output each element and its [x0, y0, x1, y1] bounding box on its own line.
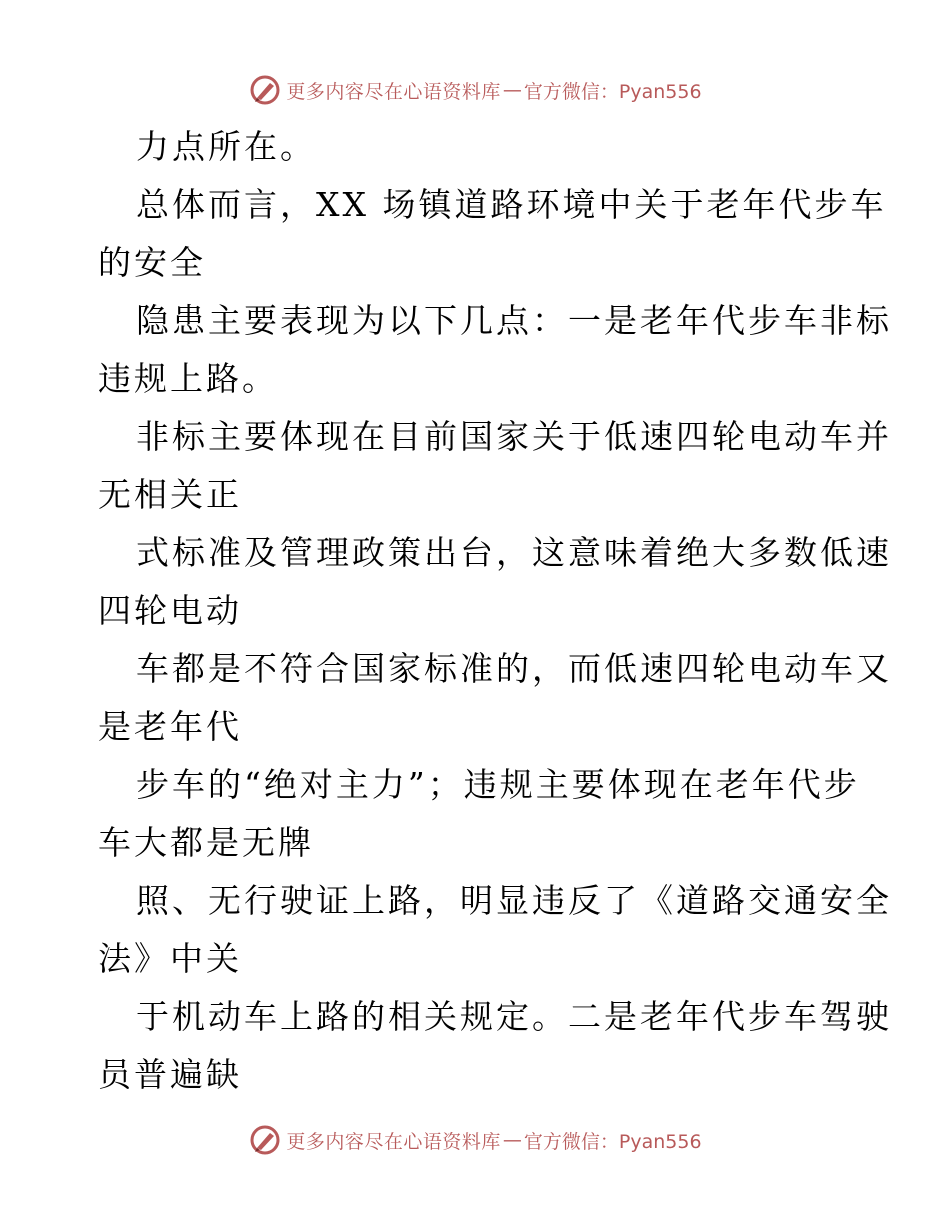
- text-line: 式标准及管理政策出台，这意味着绝大多数低速: [136, 533, 892, 572]
- banner-site-text: 更多内容尽在心语资料库: [286, 80, 501, 103]
- text-line: 员普遍缺: [98, 1055, 242, 1094]
- banner-dash: —: [502, 79, 522, 101]
- text-line: 隐患主要表现为以下几点：一是老年代步车非标: [136, 301, 892, 340]
- text-line: 是老年代: [98, 707, 242, 746]
- text-line: 于机动车上路的相关规定。二是老年代步车驾驶: [136, 997, 892, 1036]
- text-line: 力点所在。: [136, 127, 316, 166]
- banner-dash: —: [502, 1129, 522, 1151]
- text-line: 非标主要体现在目前国家关于低速四轮电动车并: [136, 417, 892, 456]
- text-line: 总体而言，XX 场镇道路环境中关于老年代步车: [136, 185, 887, 224]
- text-line: 违规上路。: [98, 359, 278, 398]
- banner-wechat-text: 官方微信：Pyan556: [523, 80, 702, 103]
- text-line: 照、无行驶证上路，明显违反了《道路交通安全: [136, 881, 892, 920]
- text-line: 无相关正: [98, 475, 242, 514]
- text-line: 车大都是无牌: [98, 823, 314, 862]
- text-line: 车都是不符合国家标准的，而低速四轮电动车又: [136, 649, 892, 688]
- text-line: 的安全: [98, 243, 206, 282]
- pen-logo-icon: [248, 73, 282, 107]
- banner-site-text: 更多内容尽在心语资料库: [286, 1130, 501, 1153]
- footer-banner: [0, 1120, 950, 1160]
- text-line: 步车的“绝对主力”；违规主要体现在老年代步: [136, 765, 860, 804]
- header-banner: [0, 70, 950, 110]
- text-line: 四轮电动: [98, 591, 242, 630]
- text-line: 法》中关: [98, 939, 242, 978]
- banner-wechat-text: 官方微信：Pyan556: [523, 1130, 702, 1153]
- pen-logo-icon: [248, 1123, 282, 1157]
- document-body: [98, 118, 892, 1104]
